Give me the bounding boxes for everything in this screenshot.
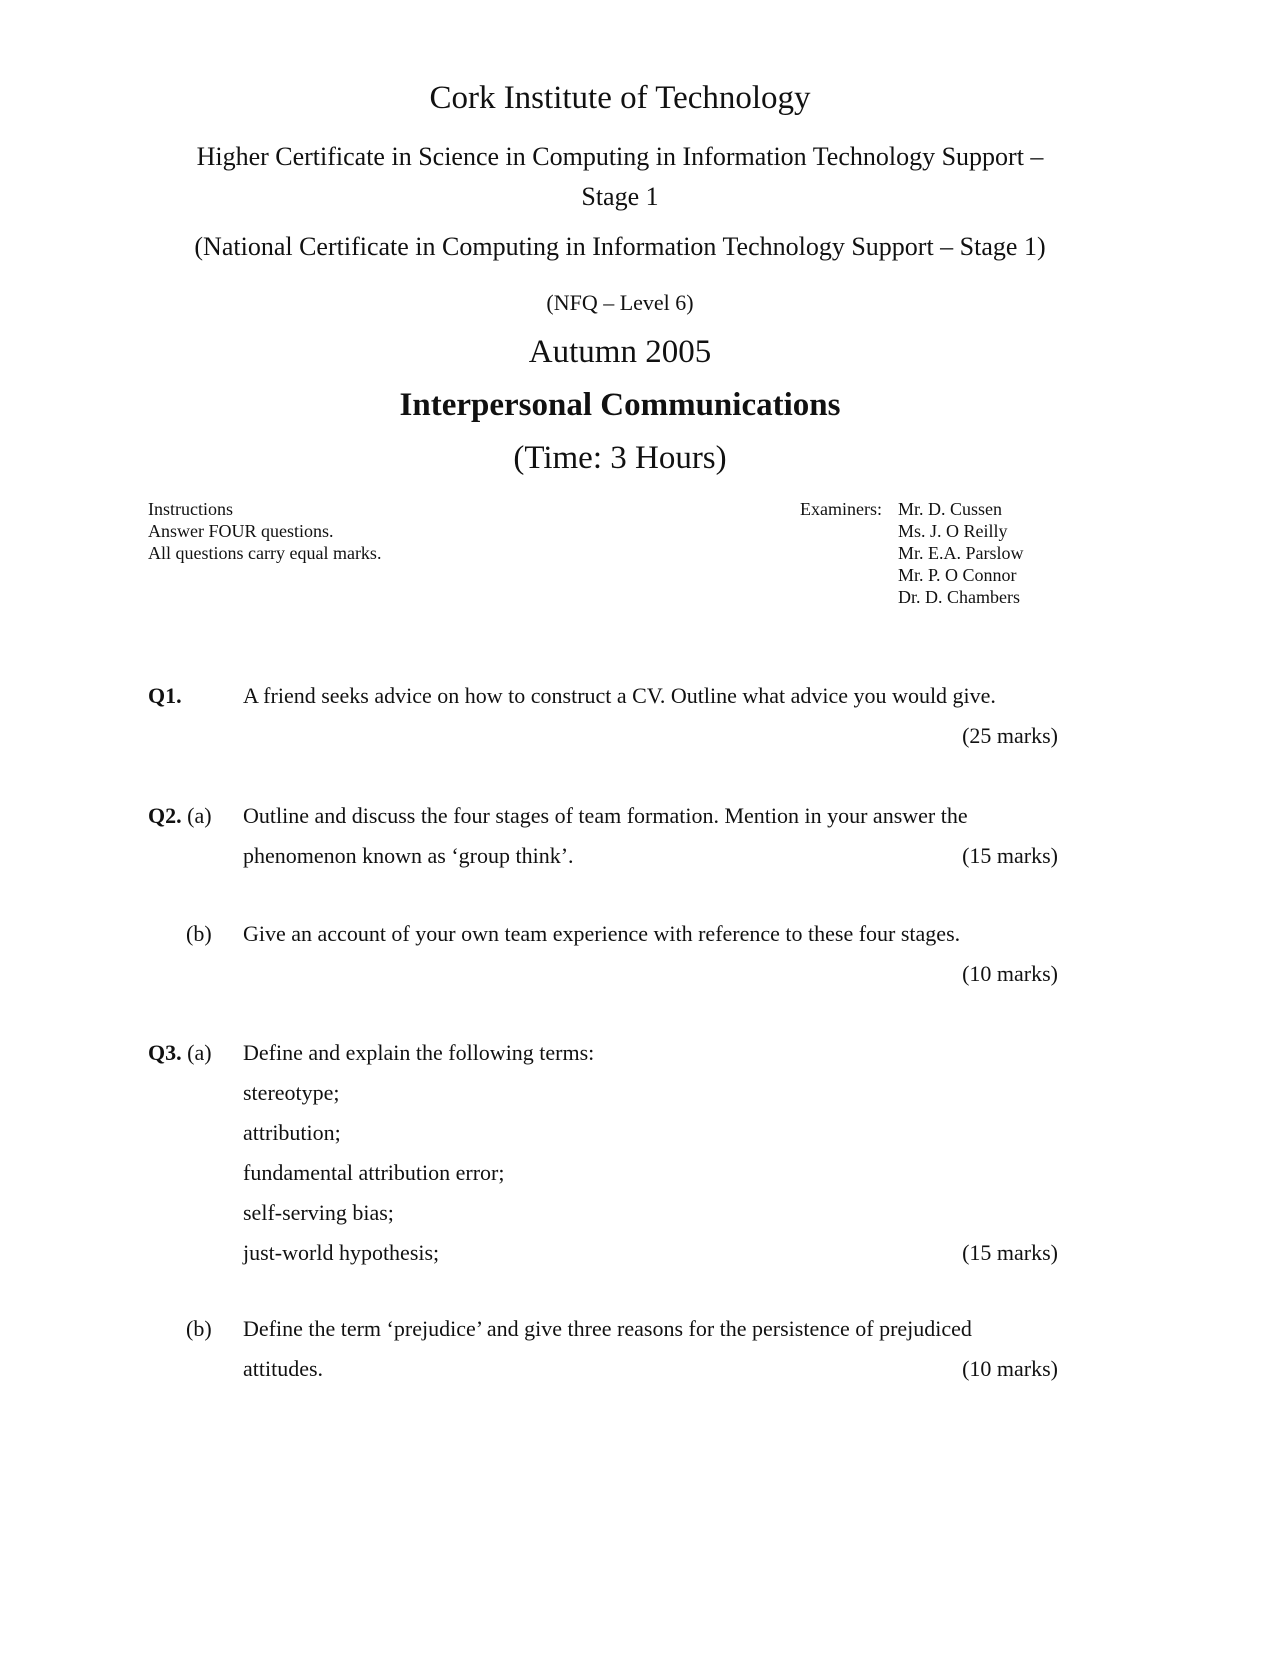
question-text bbox=[243, 914, 1058, 994]
instructions-block bbox=[148, 498, 381, 564]
exam-session: Autumn 2005 bbox=[528, 334, 712, 370]
term-item: fundamental attribution error; bbox=[243, 1160, 505, 1185]
national-certificate: (National Certificate in Computing in Information Technology Support – Stage 1) bbox=[194, 232, 1046, 261]
question-part-label: (b) bbox=[186, 921, 212, 946]
question-marks-line bbox=[243, 954, 1058, 994]
examiner-name: Mr. P. O Connor bbox=[898, 565, 1017, 585]
question-text bbox=[243, 796, 1058, 876]
question-line: Define the term ‘prejudice’ and give three reasons for the persistence of prejudiced bbox=[243, 1316, 972, 1341]
programme-title-line2: Stage 1 bbox=[581, 182, 659, 211]
programme-title bbox=[0, 137, 1240, 217]
term-item: stereotype; bbox=[243, 1080, 340, 1105]
term-item: self-serving bias; bbox=[243, 1200, 394, 1225]
examiner-name: Dr. D. Chambers bbox=[898, 587, 1020, 607]
question-label: Q1. bbox=[148, 683, 182, 708]
question-label: Q2. (a) bbox=[148, 803, 212, 828]
marks-label: (15 marks) bbox=[962, 1240, 1058, 1265]
examiners-list bbox=[898, 498, 1024, 608]
examiner-name: Ms. J. O Reilly bbox=[898, 521, 1008, 541]
question-marks-line bbox=[243, 716, 1058, 756]
marks-label: (15 marks) bbox=[962, 843, 1058, 868]
subject-title: Interpersonal Communications bbox=[399, 387, 841, 423]
examiners-label: Examiners: bbox=[800, 499, 882, 519]
question-text bbox=[243, 676, 1058, 756]
term-item: attribution; bbox=[243, 1120, 341, 1145]
question-line: Outline and discuss the four stages of team formation. Mention in your answer the bbox=[243, 803, 968, 828]
question-text bbox=[243, 1309, 1058, 1389]
instructions-heading: Instructions bbox=[148, 499, 233, 519]
instructions-line: Answer FOUR questions. bbox=[148, 521, 334, 541]
marks-label: (25 marks) bbox=[962, 723, 1058, 748]
question-line: Give an account of your own team experience with reference to these four stages. bbox=[243, 921, 961, 946]
marks-label: (10 marks) bbox=[962, 1356, 1058, 1381]
term-item: just-world hypothesis; (15 marks) bbox=[243, 1233, 1058, 1273]
examiner-name: Mr. E.A. Parslow bbox=[898, 543, 1024, 563]
nfq-level: (NFQ – Level 6) bbox=[546, 290, 694, 315]
examiner-name: Mr. D. Cussen bbox=[898, 499, 1003, 519]
question-part-label: (b) bbox=[186, 1316, 212, 1341]
question-line: A friend seeks advice on how to construct a CV. Outline what advice you would give. bbox=[243, 683, 996, 708]
question-line: attitudes. (10 marks) bbox=[243, 1349, 1058, 1389]
programme-title-line1: Higher Certificate in Science in Computing in Information Technology Support – bbox=[196, 142, 1044, 171]
question-line: Define and explain the following terms: bbox=[243, 1040, 595, 1065]
instructions-line: All questions carry equal marks. bbox=[148, 543, 382, 563]
question-text bbox=[243, 1033, 1058, 1273]
question-line: phenomenon known as ‘group think’. (15 marks) bbox=[243, 836, 1058, 876]
exam-duration: (Time: 3 Hours) bbox=[513, 440, 727, 476]
institute-name: Cork Institute of Technology bbox=[429, 80, 811, 116]
marks-label: (10 marks) bbox=[962, 961, 1058, 986]
question-label: Q3. (a) bbox=[148, 1040, 212, 1065]
